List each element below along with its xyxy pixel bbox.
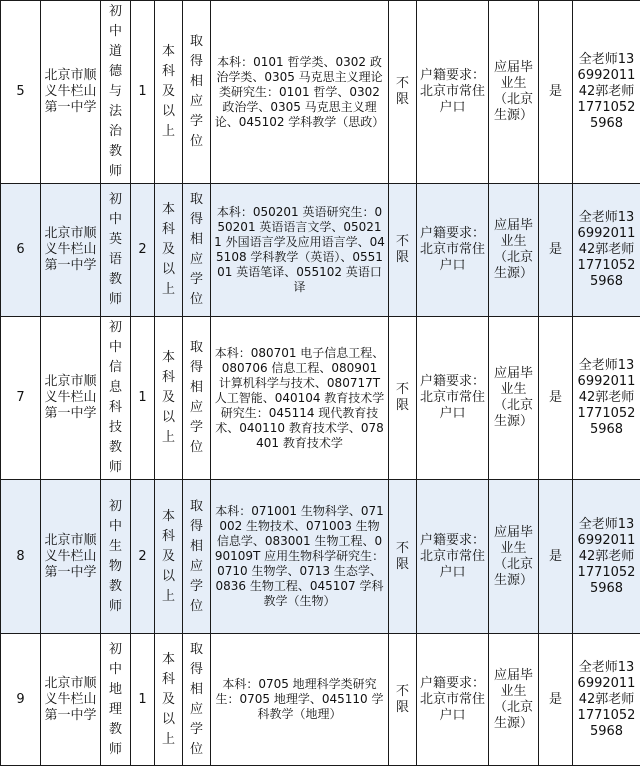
graduate-type: 应届毕业生（北京生源）: [489, 634, 539, 766]
degree-requirement: 取得相应学位: [183, 317, 211, 480]
household-requirement: 户籍要求：北京市常住户口: [417, 317, 489, 480]
age-requirement: 不限: [389, 634, 417, 766]
graduate-type: 应届毕业生（北京生源）: [489, 317, 539, 480]
table-row: [1, 634, 640, 766]
age-requirement: 不限: [389, 317, 417, 480]
headcount: 1: [131, 317, 155, 480]
row-number: 9: [1, 634, 41, 766]
row-number: 5: [1, 1, 41, 184]
contact-info: 全老师13699201142郭老师17710525968: [573, 317, 640, 480]
contact-info: 全老师13699201142郭老师17710525968: [573, 1, 640, 184]
headcount: 2: [131, 480, 155, 634]
education-requirement: 本科及以上: [155, 1, 183, 184]
position-title: 初中道德与法治教师: [101, 1, 131, 184]
contact-info: 全老师13699201142郭老师17710525968: [573, 634, 640, 766]
degree-requirement: 取得相应学位: [183, 634, 211, 766]
education-requirement: 本科及以上: [155, 184, 183, 317]
position-title: 初中地理教师: [101, 634, 131, 766]
graduate-type: 应届毕业生（北京生源）: [489, 1, 539, 184]
education-requirement: 本科及以上: [155, 634, 183, 766]
degree-requirement: 取得相应学位: [183, 480, 211, 634]
contact-info: 全老师13699201142郭老师17710525968: [573, 480, 640, 634]
position-title: 初中生物教师: [101, 480, 131, 634]
eligibility-flag: 是: [539, 480, 573, 634]
eligibility-flag: 是: [539, 634, 573, 766]
row-number: 7: [1, 317, 41, 480]
eligibility-flag: 是: [539, 1, 573, 184]
household-requirement: 户籍要求：北京市常住户口: [417, 634, 489, 766]
headcount: 2: [131, 184, 155, 317]
major-requirement: 本科：050201 英语研究生：050201 英语语言文学、050211 外国语言学及应用语言学、045108 学科教学（英语）、055101 英语笔译、055102 英语口译: [211, 184, 389, 317]
education-requirement: 本科及以上: [155, 317, 183, 480]
age-requirement: 不限: [389, 1, 417, 184]
household-requirement: 户籍要求：北京市常住户口: [417, 184, 489, 317]
headcount: 1: [131, 634, 155, 766]
school-name: 北京市顺义牛栏山第一中学: [41, 317, 101, 480]
position-title: 初中英语教师: [101, 184, 131, 317]
eligibility-flag: 是: [539, 317, 573, 480]
contact-info: 全老师13699201142郭老师17710525968: [573, 184, 640, 317]
table-row: [1, 480, 640, 634]
school-name: 北京市顺义牛栏山第一中学: [41, 1, 101, 184]
household-requirement: 户籍要求：北京市常住户口: [417, 1, 489, 184]
eligibility-flag: 是: [539, 184, 573, 317]
row-number: 6: [1, 184, 41, 317]
major-requirement: 本科：0101 哲学类、0302 政治学类、0305 马克思主义理论类研究生：0101 哲学、0302 政治学、0305 马克思主义理论、045102 学科教学（思政）: [211, 1, 389, 184]
household-requirement: 户籍要求：北京市常住户口: [417, 480, 489, 634]
age-requirement: 不限: [389, 184, 417, 317]
degree-requirement: 取得相应学位: [183, 1, 211, 184]
table-row: [1, 317, 640, 480]
headcount: 1: [131, 1, 155, 184]
school-name: 北京市顺义牛栏山第一中学: [41, 634, 101, 766]
table-row: [1, 184, 640, 317]
table-row: [1, 1, 640, 184]
major-requirement: 本科：0705 地理科学类研究生：0705 地理学、045110 学科教学（地理）: [211, 634, 389, 766]
education-requirement: 本科及以上: [155, 480, 183, 634]
graduate-type: 应届毕业生（北京生源）: [489, 480, 539, 634]
major-requirement: 本科：080701 电子信息工程、080706 信息工程、080901 计算机科学与技术、080717T 人工智能、040104 教育技术学研究生：045114 现代教育技术、040110 教育技术学、078401 教育技术学: [211, 317, 389, 480]
row-number: 8: [1, 480, 41, 634]
age-requirement: 不限: [389, 480, 417, 634]
position-title: 初中信息科技教师: [101, 317, 131, 480]
school-name: 北京市顺义牛栏山第一中学: [41, 480, 101, 634]
major-requirement: 本科：071001 生物科学、071002 生物技术、071003 生物信息学、083001 生物工程、090109T 应用生物科学研究生：0710 生物学、0713 生态学、0836 生物工程、045107 学科教学（生物）: [211, 480, 389, 634]
graduate-type: 应届毕业生（北京生源）: [489, 184, 539, 317]
degree-requirement: 取得相应学位: [183, 184, 211, 317]
school-name: 北京市顺义牛栏山第一中学: [41, 184, 101, 317]
